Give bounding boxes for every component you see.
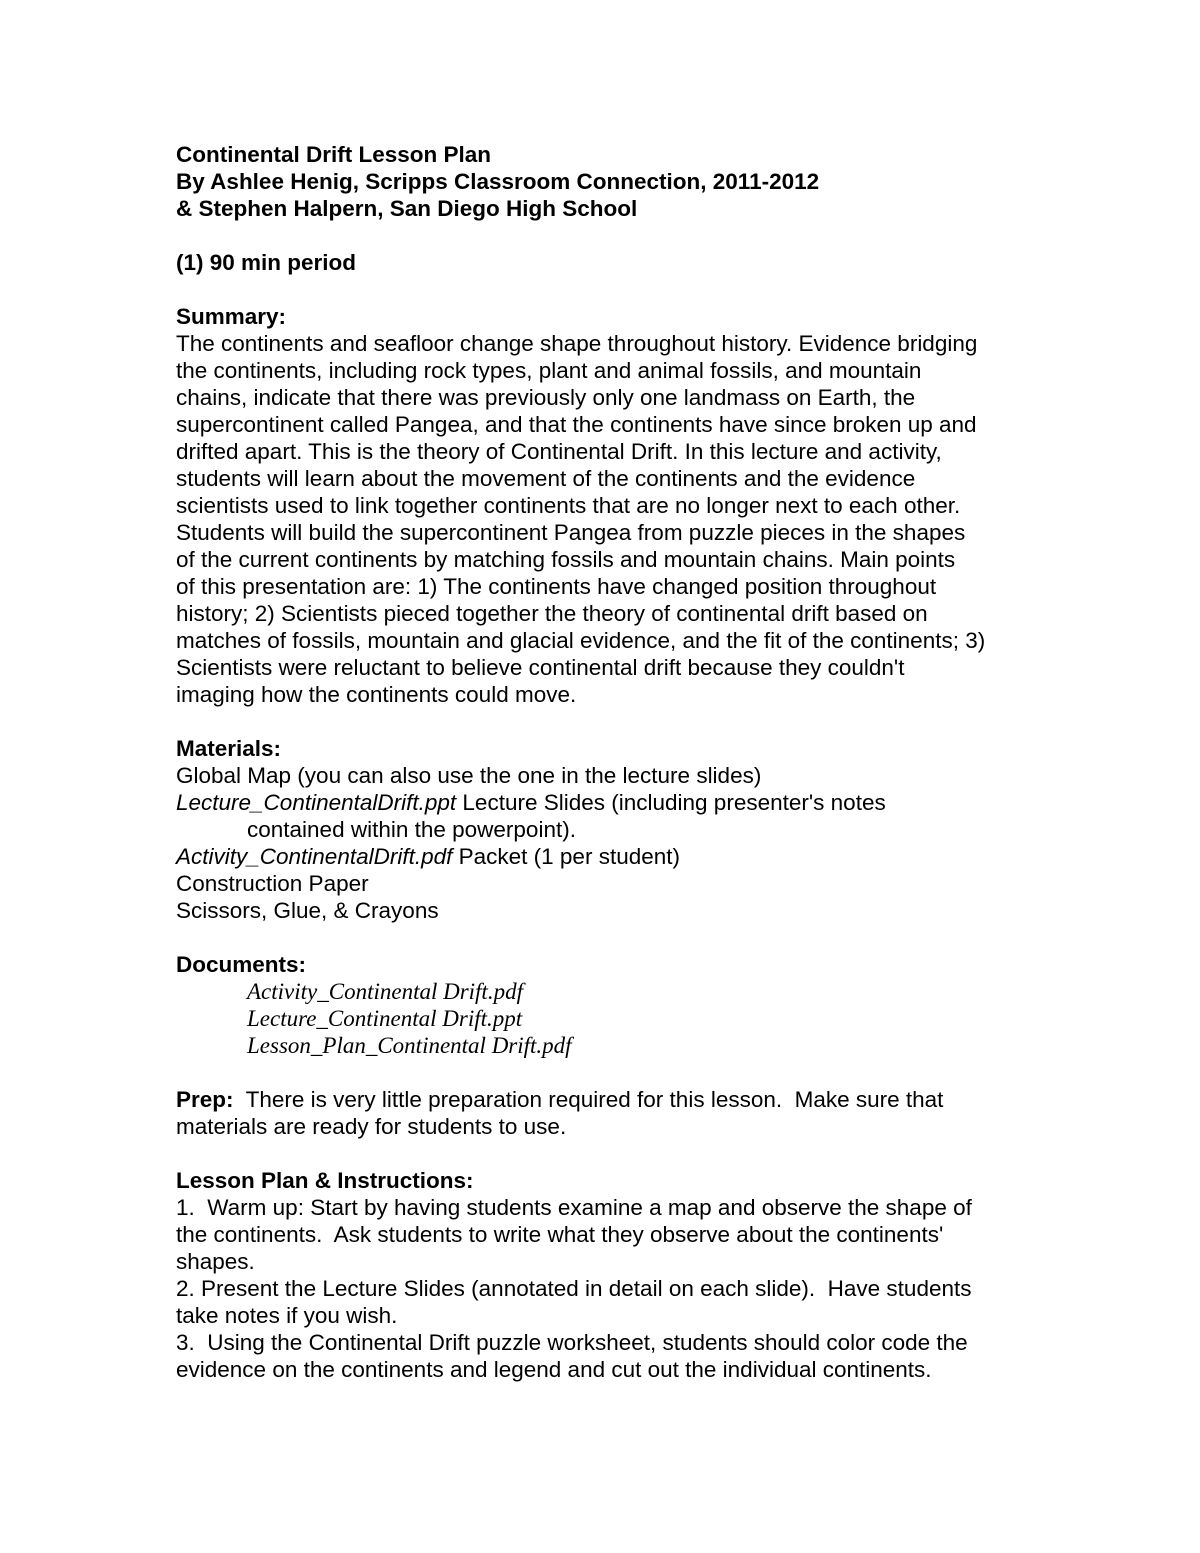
lesson-line: 1. Warm up: Start by having students examine a map and observe the shape of <box>176 1195 972 1220</box>
author-line-2: & Stephen Halpern, San Diego High School <box>176 196 638 221</box>
lesson-heading: Lesson Plan & Instructions: <box>176 1168 474 1193</box>
materials-item-text: Packet (1 per student) <box>452 844 680 869</box>
materials-item: Global Map (you can also use the one in the lecture slides) <box>176 763 762 788</box>
document-page <box>176 141 1056 1383</box>
summary-paragraph <box>176 330 1056 708</box>
materials-item-continued: contained within the powerpoint). <box>247 817 576 842</box>
prep-label: Prep: <box>176 1087 234 1112</box>
summary-line: Students will build the supercontinent Pangea from puzzle pieces in the shapes <box>176 520 966 545</box>
summary-line: of the current continents by matching fossils and mountain chains. Main points <box>176 547 956 572</box>
lesson-line: 3. Using the Continental Drift puzzle worksheet, students should color code the <box>176 1330 968 1355</box>
lesson-line: 2. Present the Lecture Slides (annotated in detail on each slide). Have students <box>176 1276 972 1301</box>
materials-item <box>176 843 1056 870</box>
lesson-line: the continents. Ask students to write what they observe about the continents' <box>176 1222 944 1247</box>
materials-heading: Materials: <box>176 736 282 761</box>
lesson-line: take notes if you wish. <box>176 1303 398 1328</box>
summary-line: chains, indicate that there was previously only one landmass on Earth, the <box>176 385 916 410</box>
summary-heading: Summary: <box>176 304 287 329</box>
spacer <box>176 1059 1056 1086</box>
author-line-1: By Ashlee Henig, Scripps Classroom Connection, 2011-2012 <box>176 169 820 194</box>
spacer <box>176 276 1056 303</box>
summary-line: drifted apart. This is the theory of Continental Drift. In this lecture and activity, <box>176 439 942 464</box>
spacer <box>176 924 1056 951</box>
spacer <box>176 222 1056 249</box>
document-title: Continental Drift Lesson Plan <box>176 142 492 167</box>
prep-line-2: materials are ready for students to use. <box>176 1114 567 1139</box>
summary-line: supercontinent called Pangea, and that the continents have since broken up and <box>176 412 977 437</box>
materials-item-text: Lecture Slides (including presenter's notes <box>456 790 886 815</box>
file-name: Lecture_ContinentalDrift.ppt <box>176 790 457 815</box>
spacer <box>176 1140 1056 1167</box>
prep-text: There is very little preparation required for this lesson. Make sure that <box>233 1087 944 1112</box>
summary-line: matches of fossils, mountain and glacial evidence, and the fit of the continents; 3) <box>176 628 986 653</box>
summary-line: The continents and seafloor change shape throughout history. Evidence bridging <box>176 331 978 356</box>
materials-item: Scissors, Glue, & Crayons <box>176 898 439 923</box>
documents-heading: Documents: <box>176 952 307 977</box>
document-file: Lesson_Plan_Continental Drift.pdf <box>247 1033 572 1058</box>
prep-line-1 <box>176 1086 1056 1113</box>
period-length: (1) 90 min period <box>176 250 357 275</box>
document-file: Activity_Continental Drift.pdf <box>247 979 523 1004</box>
spacer <box>176 708 1056 735</box>
summary-line: history; 2) Scientists pieced together the theory of continental drift based on <box>176 601 928 626</box>
lesson-line: shapes. <box>176 1249 255 1274</box>
summary-line: students will learn about the movement of the continents and the evidence <box>176 466 916 491</box>
summary-line: scientists used to link together continents that are no longer next to each other. <box>176 493 961 518</box>
materials-item <box>176 789 1056 816</box>
document-file: Lecture_Continental Drift.ppt <box>247 1006 523 1031</box>
summary-line: Scientists were reluctant to believe continental drift because they couldn't <box>176 655 905 680</box>
lesson-line: evidence on the continents and legend and cut out the individual continents. <box>176 1357 932 1382</box>
file-name: Activity_ContinentalDrift.pdf <box>176 844 453 869</box>
summary-line: imaging how the continents could move. <box>176 682 577 707</box>
materials-item: Construction Paper <box>176 871 369 896</box>
summary-line: of this presentation are: 1) The continents have changed position throughout <box>176 574 937 599</box>
summary-line: the continents, including rock types, plant and animal fossils, and mountain <box>176 358 922 383</box>
